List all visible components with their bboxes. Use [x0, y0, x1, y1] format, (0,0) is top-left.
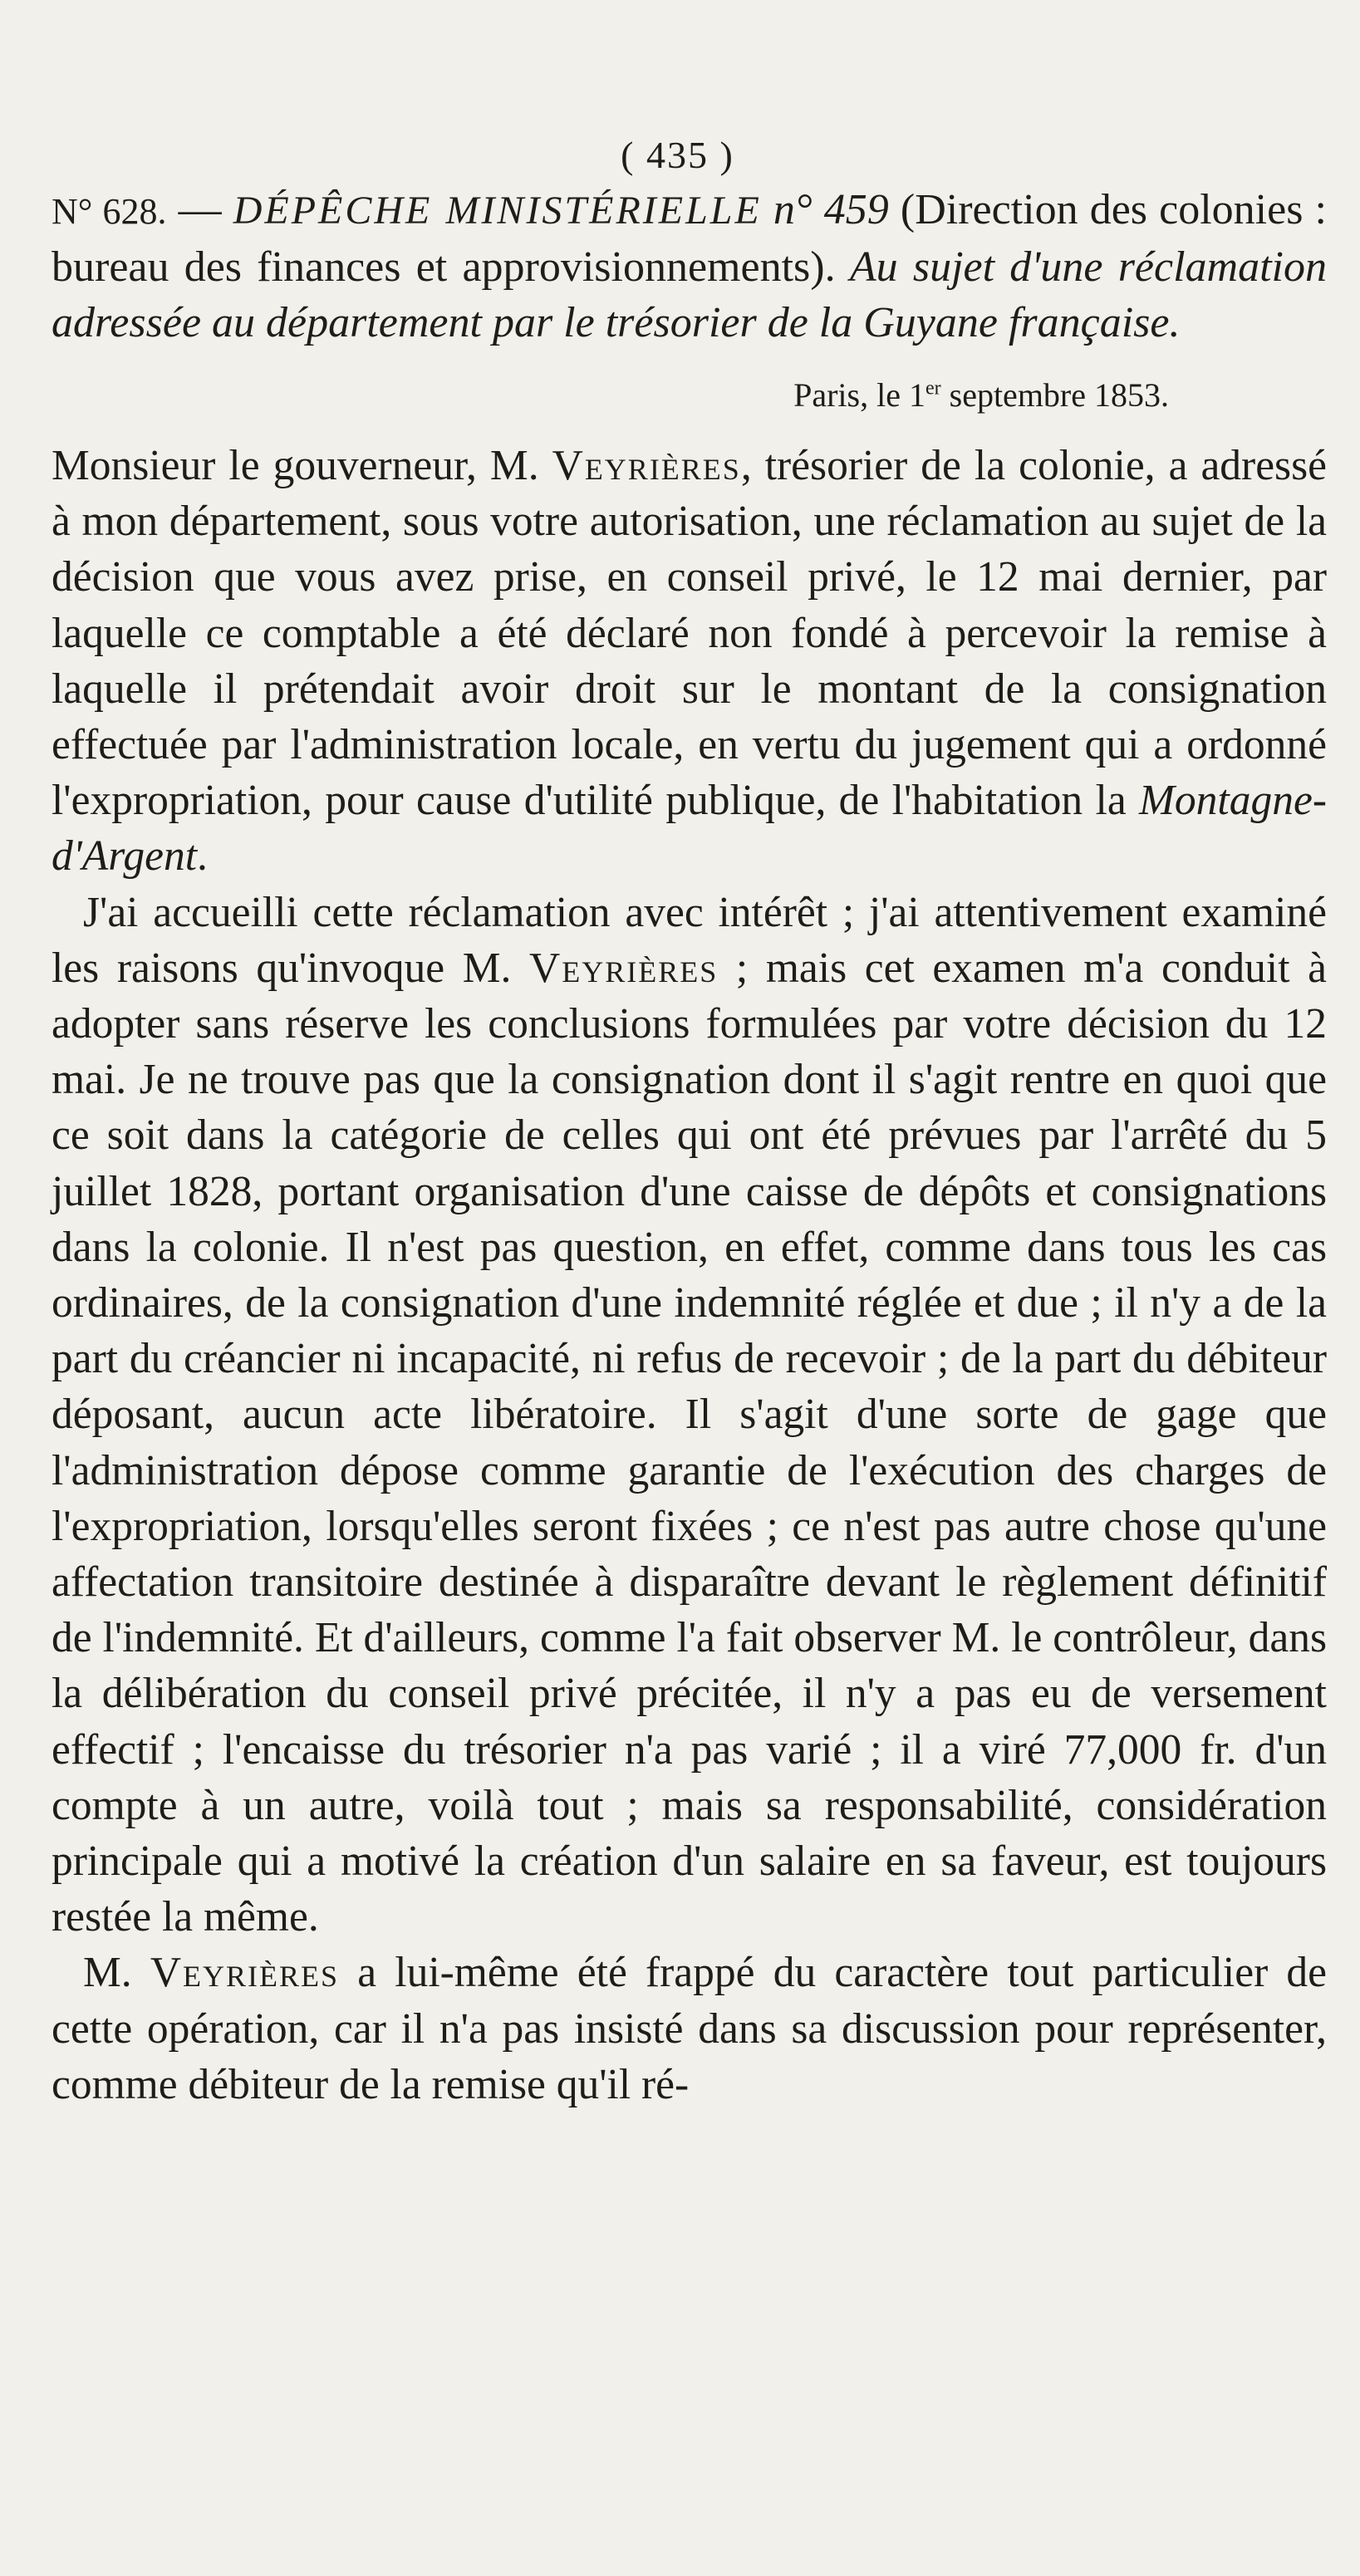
person-name: Veyrières	[150, 1949, 340, 1997]
paragraph-1-text-c: .	[197, 832, 208, 881]
dateline-prefix: Paris, le 1	[793, 376, 925, 414]
heading-direction: (Direction des colonies : bureau des finances et approvisionnements).	[52, 186, 1328, 291]
paragraph-3-text-a: M.	[83, 1949, 150, 1997]
paragraph-2-text-b: ; mais cet examen m'a conduit à adopter sans réserve les conclusions formulées par votre décision du 12 mai. Je ne trouve pas que la consignation dont il s'agit rentre en quoi que ce soit dans la catégorie de celles qui ont été prévues par l'arrêté du 5 juillet 1828, portant organisation d'une caisse de dépôts et consignations dans la colonie. Il n'est pas question, en effet, comme dans tous les cas ordinaires, de la consignation d'une indemnité réglée et due ; il n'y a de la part du créancier ni incapacité, ni refus de recevoir ; de la part du débiteur déposant, aucun acte libératoire. Il s'agit d'une sorte de gage que l'administration dépose comme garantie de l'exécution des charges de l'expropriation, lorsqu'elles seront fixées ; ce n'est pas autre chose qu'une affectation transitoire destinée à disparaître devant le règlement définitif de l'indemnité. Et d'ailleurs, comme l'a fait observer M. le contrôleur, dans la délibération du conseil privé précitée, il n'y a pas eu de versement effectif ; l'encaisse du trésorier n'a pas varié ; il a viré 77,000 fr. d'un compte à un autre, voilà tout ; mais sa responsabilité, considération principale qui a motivé la création d'un salaire en sa faveur, est toujours restée la même.	[52, 944, 1327, 1941]
heading-ref: n° 459	[761, 186, 901, 233]
paragraph-1-text-b: , trésorier de la colonie, a adressé à mon département, sous votre autorisation, une réclamation au sujet de la décision que vous avez prise, en conseil privé, le 12 mai dernier, par laquelle ce comptable a été déclaré non fondé à percevoir la remise à laquelle il prétendait avoir droit sur le montant de la consignation effectuée par l'administration locale, en vertu du jugement qui a ordonné l'expropriation, pour cause d'utilité publique, de l'habitation la	[52, 442, 1328, 825]
person-name: Veyrières	[529, 944, 719, 992]
paragraph-1	[52, 438, 1327, 885]
person-name: Veyrières	[552, 442, 741, 489]
paragraph-1-text-a: Monsieur le gouverneur, M.	[52, 442, 552, 489]
paragraph-2	[52, 885, 1327, 1945]
heading-dash: —	[166, 186, 233, 233]
heading-number: N° 628.	[52, 191, 167, 232]
dateline-sup: er	[925, 377, 941, 400]
place-name: Montagne-d'Argent	[52, 777, 1327, 881]
paragraph-3-text-b: a lui-même été frappé du caractère tout particulier de cette opération, car il n'a pas insisté dans sa discussion pour représenter, comme débiteur de la remise qu'il ré-	[52, 1949, 1328, 2108]
heading-subject: Au sujet d'une réclamation adressée au département par le trésorier de la Guyane française.	[52, 243, 1327, 346]
paragraph-2-text-a: J'ai accueilli cette réclamation avec intérêt ; j'ai attentivement examiné les raisons qu'invoque M.	[52, 888, 1327, 992]
paragraph-3	[52, 1945, 1327, 2112]
heading-title: DÉPÊCHE MINISTÉRIELLE	[233, 189, 762, 233]
heading	[52, 182, 1327, 351]
dateline-suffix: septembre 1853.	[940, 376, 1169, 414]
dateline	[52, 375, 1169, 415]
page-number: ( 435 )	[621, 134, 734, 176]
